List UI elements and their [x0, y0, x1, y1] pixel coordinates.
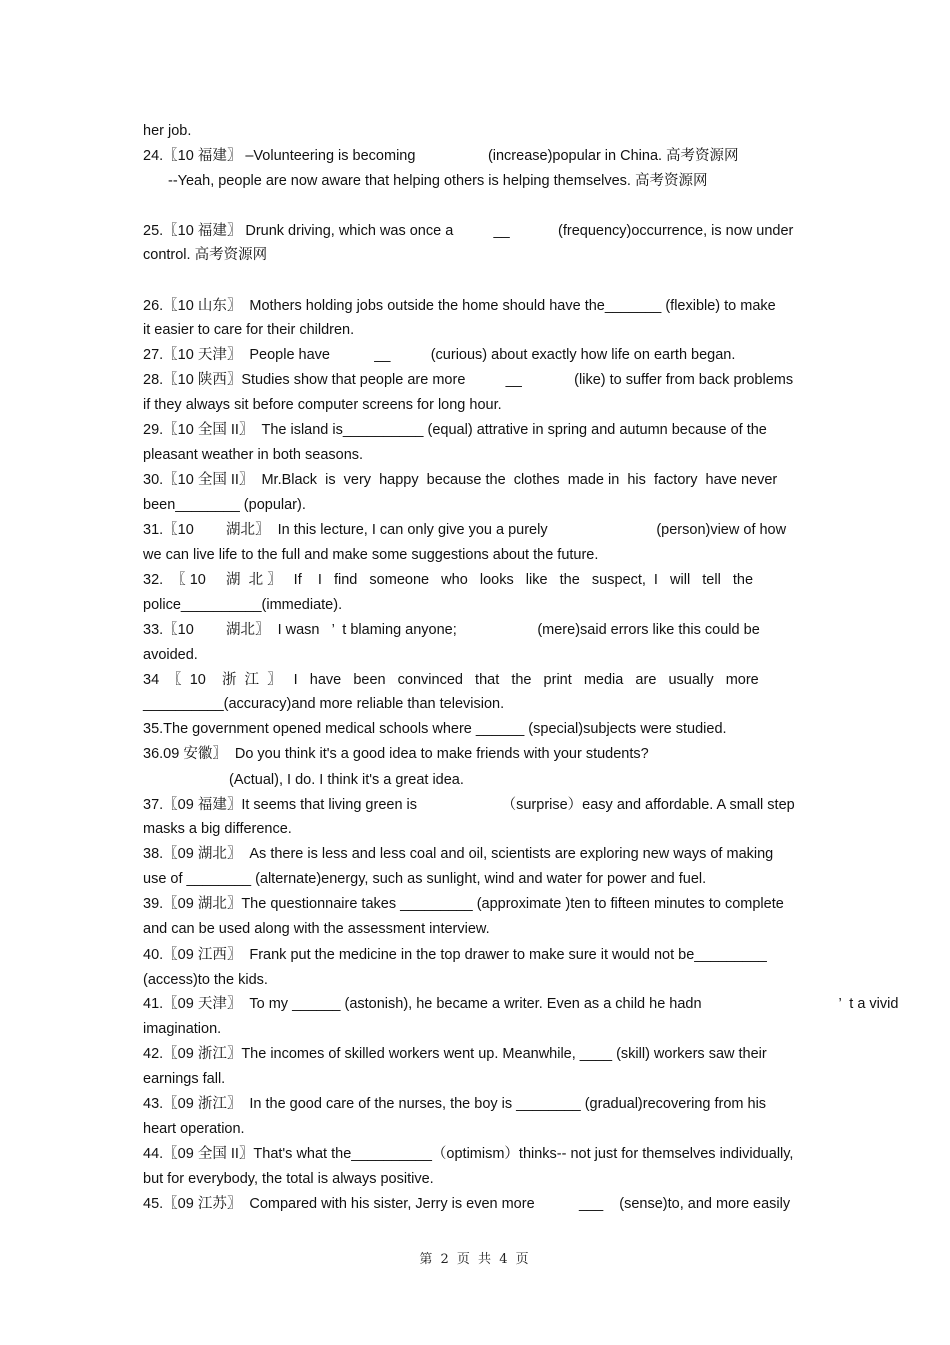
text-line: if they always sit before computer screens for long hour.: [143, 397, 502, 413]
question-37: 37.〖09 福建〗It seems that living green is （surprise）easy and affordable. A small step: [143, 797, 795, 813]
question-45: 45.〖09 江苏〗 Compared with his sister, Jerry is even more ___ (sense)to, and more easily: [143, 1196, 791, 1212]
question-44: 44.〖09 全国 II〗That's what the__________（optimism）thinks-- not just for themselves individually,: [143, 1146, 794, 1162]
question-38: 38.〖09 湖北〗 As there is less and less coal and oil, scientists are exploring new ways of making: [143, 846, 774, 862]
text-line: and can be used along with the assessment interview.: [143, 921, 490, 937]
question-29: 29.〖10 全国 II〗 The island is__________ (equal) attrative in spring and autumn because of the: [143, 422, 767, 438]
text-line: --Yeah, people are now aware that helping others is helping themselves. 高考资源网: [168, 173, 708, 189]
question-27: 27.〖10 天津〗 People have __ (curious) about exactly how life on earth began.: [143, 347, 736, 363]
page-footer: 第 2 页 共 4 页: [419, 1252, 531, 1267]
question-32: 32. 〖 10 湖 北 〗 If I find someone who looks like the suspect, I will tell the: [143, 572, 754, 588]
text-line: police__________(immediate).: [143, 597, 343, 613]
text-line: we can live life to the full and make some suggestions about the future.: [143, 547, 599, 563]
question-36: 36.09 安徽〗 Do you think it's a good idea to make friends with your students?: [143, 746, 649, 762]
question-42: 42.〖09 浙江〗The incomes of skilled workers went up. Meanwhile, ____ (skill) workers saw their: [143, 1046, 767, 1062]
text-line: it easier to care for their children.: [143, 322, 355, 338]
text-line: imagination.: [143, 1021, 222, 1037]
question-39: 39.〖09 湖北〗The questionnaire takes _________ (approximate )ten to fifteen minutes to complete: [143, 896, 784, 912]
question-35: 35.The government opened medical schools where ______ (special)subjects were studied.: [143, 721, 727, 737]
text-line: been________ (popular).: [143, 497, 306, 513]
text-line: earnings fall.: [143, 1071, 226, 1087]
text-line: (Actual), I do. I think it's a great idea.: [229, 772, 464, 788]
question-28: 28.〖10 陕西〗Studies show that people are more __ (like) to suffer from back problems: [143, 372, 794, 388]
question-34: 34 〖 10 浙 江 〗 I have been convinced that the print media are usually more: [143, 672, 759, 688]
question-26: 26.〖10 山东〗 Mothers holding jobs outside the home should have the_______ (flexible) to make: [143, 298, 776, 314]
question-33: 33.〖10 湖北〗 I wasn ’ t blaming anyone; (mere)said errors like this could be: [143, 622, 760, 638]
text-line: __________(accuracy)and more reliable than television.: [143, 696, 505, 712]
text-line: avoided.: [143, 647, 198, 663]
question-24: 24.〖10 福建〗 –Volunteering is becoming (increase)popular in China. 高考资源网: [143, 148, 739, 164]
question-40: 40.〖09 江西〗 Frank put the medicine in the top drawer to make sure it would not be_________: [143, 947, 767, 963]
question-41: 41.〖09 天津〗 To my ______ (astonish), he became a writer. Even as a child he hadn ’ t a vivid: [143, 996, 899, 1012]
text-line: use of ________ (alternate)energy, such as sunlight, wind and water for power and fuel.: [143, 871, 707, 887]
text-line: but for everybody, the total is always positive.: [143, 1171, 434, 1187]
text-line: pleasant weather in both seasons.: [143, 447, 364, 463]
question-31: 31.〖10 湖北〗 In this lecture, I can only give you a purely (person)view of how: [143, 522, 787, 538]
text-line: masks a big difference.: [143, 821, 292, 837]
text-line: her job.: [143, 123, 192, 139]
text-line: (access)to the kids.: [143, 972, 268, 988]
text-line: control. 高考资源网: [143, 247, 268, 263]
text-line: heart operation.: [143, 1121, 245, 1137]
question-43: 43.〖09 浙江〗 In the good care of the nurses, the boy is ________ (gradual)recovering from his: [143, 1096, 767, 1112]
question-25: 25.〖10 福建〗 Drunk driving, which was once a __ (frequency)occurrence, is now under: [143, 223, 794, 239]
question-30: 30.〖10 全国 II〗 Mr.Black is very happy because the clothes made in his factory have never: [143, 472, 778, 488]
